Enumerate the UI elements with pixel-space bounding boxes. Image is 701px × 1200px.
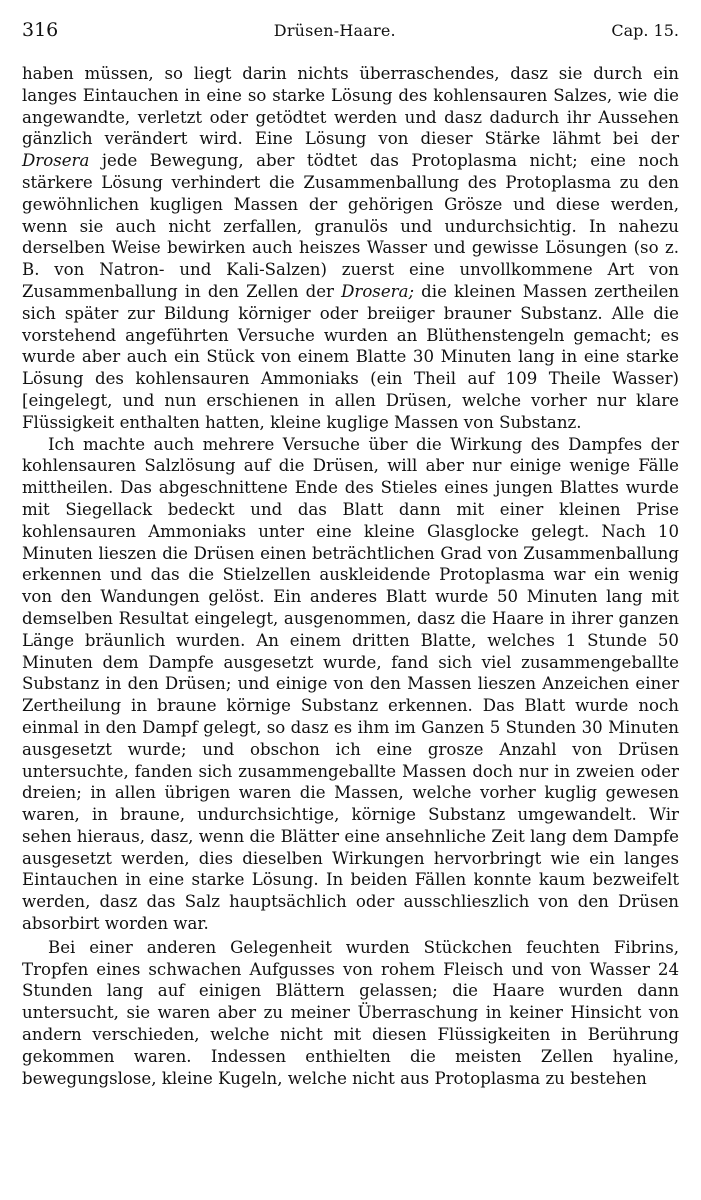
page-number: 316 [22,19,59,41]
running-header [22,18,679,43]
body-text [22,63,679,1089]
running-title: Drüsen-Haare. [273,21,396,40]
paragraph-1 [22,63,679,434]
text-run: haben müssen, so liegt darin nichts überraschendes, dasz sie durch ein langes Eintauchen in eine so starke Lösung des kohlensauren Salzes, wie die angewandte, verletzt oder getödtet werden und dasz dadurch ihr Aussehen gänzlich verändert wird. Eine Lösung von dieser Stärke lähmt bei der [22,64,679,149]
chapter-label: Cap. 15. [611,21,679,40]
text-run: die kleinen Massen zertheilen sich später zur Bildung körniger oder breiiger brauner Substanz. Alle die vorstehend angeführten Versuche wurden an Blüthenstengeln gemacht; es wurde aber auch ein Stück von einem Blatte 30 Minuten lang in eine starke Lösung des kohlensauren Ammoniaks (ein Theil auf 109 Theile Wasser) [eingelegt, und nun erschienen in allen Drüsen, welche vorher nur klare Flüssigkeit enthalten hatten, kleine kuglige Massen von Substanz. [22,281,680,432]
text-run: Bei einer anderen Gelegenheit wurden Stückchen feuchten Fibrins, Tropfen eines schwachen Aufgusses von rohem Fleisch und von Wasser 24 Stunden lang auf einigen Blättern gelassen; die Haare wurden dann untersucht, sie waren aber zu meiner Überraschung in keiner Hinsicht von andern verschieden, welche nicht mit diesen Flüssigkeiten in Berührung gekommen waren. Indessen enthielten die meisten Zellen hyaline, bewegungslose, kleine Kugeln, welche nicht aus Protoplasma zu bestehen [22,937,679,1088]
taxon-name: Drosera; [341,281,415,301]
text-run: jede Bewegung, aber tödtet das Protoplasma nicht; eine noch stärkere Lösung verhindert die Zusammenballung des Protoplasma zu den gewöhnlichen kugligen Massen der gehörigen Grösze und diese werden, wenn sie auch nicht zerfallen, granulös und undurchsichtig. In nahezu derselben Weise bewirken auch heiszes Wasser und gewisse Lösungen (so z. B. von Natron- und Kali-Salzen) zuerst eine unvollkommene Art von Zusammenballung in den Zellen der [22,151,679,301]
paragraph-2 [22,434,679,935]
taxon-name: Drosera [22,151,90,171]
text-run: Ich machte auch mehrere Versuche über die Wirkung des Dampfes der kohlensauren Salzlösung auf die Drüsen, will aber nur einige wenige Fälle mittheilen. Das abgeschnittene Ende des Stieles eines jungen Blattes wurde mit Siegellack bedeckt und das Blatt dann mit einer kleinen Prise kohlensauren Ammoniaks unter eine kleine Glasglocke gelegt. Nach 10 Minuten lieszen die Drüsen einen beträchtlichen Grad von Zusammenballung erkennen und das die Stielzellen auskleidende Protoplasma war ein wenig von den Wandungen gelöst. Ein anderes Blatt wurde 50 Minuten lang mit demselben Resultat eingelegt, ausgenommen, dasz die Haare in ihrer ganzen Länge bräunlich wurden. An einem dritten Blatte, welches 1 Stunde 50 Minuten dem Dampfe ausgesetzt wurde, fand sich viel zusammengeballte Substanz in den Drüsen; und einige von den Massen lieszen Anzeichen einer Zertheilung in braune körnige Substanz erkennen. Das Blatt wurde noch einmal in den Dampf gelegt, so dasz es ihm im Ganzen 5 Stunden 30 Minuten ausgesetzt wurde; und obschon ich eine grosze Anzahl von Drüsen untersuchte, fanden sich zusammengeballte Massen doch nur in zweien oder dreien; in allen übrigen waren die Massen, welche vorher kuglig gewesen waren, in braune, undurchsichtige, körnige Substanz umgewandelt. Wir sehen hieraus, dasz, wenn die Blätter eine ansehnliche Zeit lang dem Dampfe ausgesetzt werden, dies dieselben Wirkungen hervorbringt wie ein langes Eintauchen in eine starke Lösung. In beiden Fällen konnte kaum bezweifelt werden, dasz das Salz hauptsächlich oder ausschlieszlich von den Drüsen absorbirt worden war. [22,434,679,934]
paragraph-3 [22,937,679,1090]
